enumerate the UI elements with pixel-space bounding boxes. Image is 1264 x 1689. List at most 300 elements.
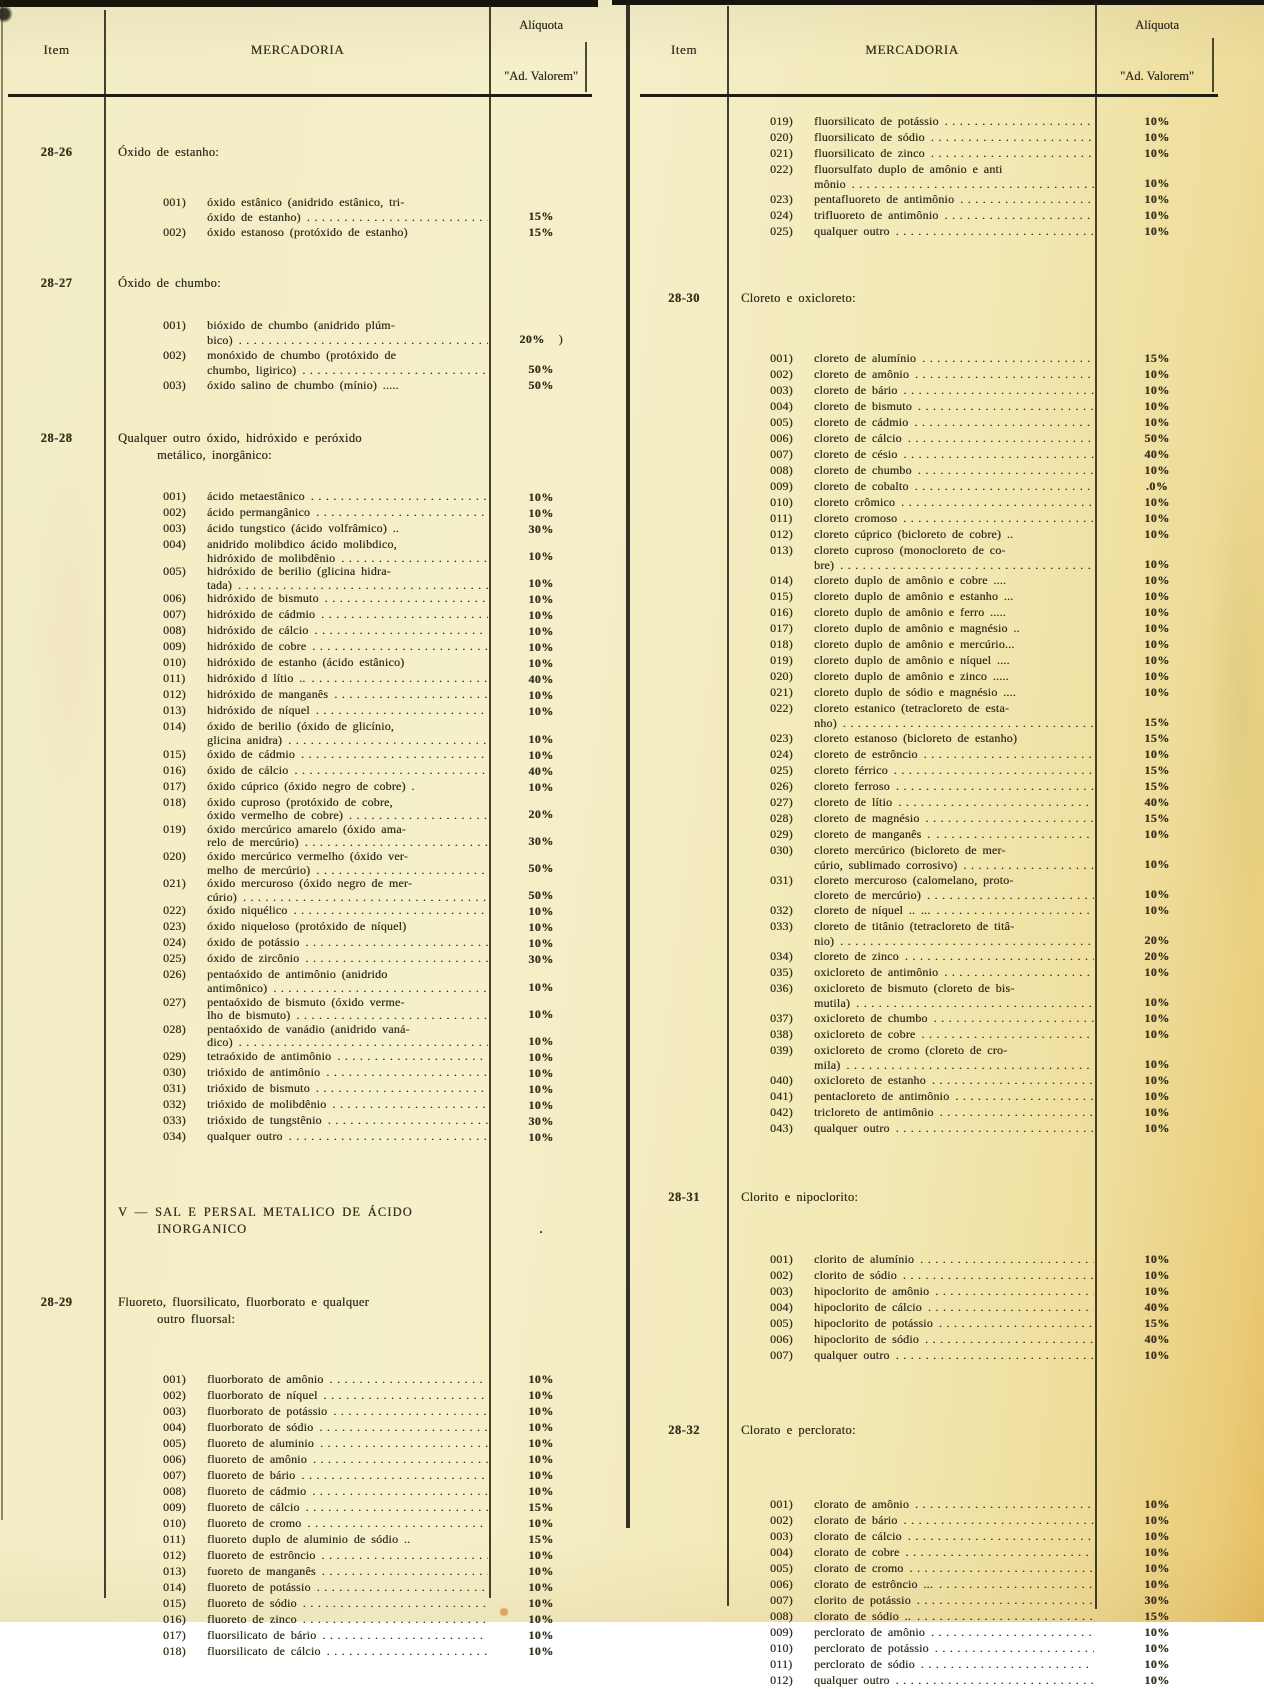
entry-text: clorato de amônio: [814, 1497, 910, 1511]
leader-dots: [898, 795, 1094, 810]
rate-value: 10%: [528, 576, 554, 591]
entry-code: 009): [163, 1499, 186, 1514]
entry-item-spacer: [640, 543, 728, 573]
entry-line: [728, 383, 1096, 398]
entry-code: 011): [163, 1531, 186, 1546]
entry-item-spacer: [640, 827, 728, 843]
entry-item-spacer: [640, 1497, 728, 1513]
entry-line: [105, 864, 490, 878]
leader-dots: [963, 858, 1094, 873]
column-header-mercadoria: MERCADORIA: [250, 42, 345, 57]
rate-value: 50%: [528, 378, 554, 392]
rate-value: 10%: [1144, 887, 1170, 901]
leader-dots: [922, 351, 1094, 366]
entry-description-cell: [728, 208, 1096, 224]
rate-value: 50%: [1144, 431, 1170, 445]
rate-cell: [490, 506, 592, 522]
entry-text: oxicloreto de antimônio: [814, 965, 939, 979]
entry-item-spacer: [8, 624, 105, 640]
entry-row: [640, 1529, 1218, 1545]
entry-row: [640, 1641, 1218, 1657]
entry-line: [728, 843, 1096, 858]
entry-text: cloreto de bismuto: [814, 399, 912, 413]
entry-text: fluoreto de amônio: [207, 1451, 307, 1466]
leader-dots: [306, 1500, 488, 1515]
rate-cell: [1096, 1609, 1218, 1625]
entry-description-cell: [728, 919, 1096, 949]
aliquota-label-line1: Alíquota: [519, 18, 563, 32]
entry-line: [105, 522, 490, 536]
entry-description-cell: [728, 146, 1096, 162]
entry-text: hidróxido de cobre: [207, 640, 307, 654]
leader-dots: [307, 210, 488, 225]
entry-line: [105, 672, 490, 686]
entry-description-cell: [728, 981, 1096, 1011]
entry-description-cell: [728, 1657, 1096, 1673]
entry-description-cell: [728, 1252, 1096, 1268]
entry-item-spacer: [640, 1561, 728, 1577]
rate-value: 10%: [528, 1419, 554, 1434]
entry-row: [8, 1388, 592, 1404]
entry-description-cell: [728, 965, 1096, 981]
entry-code: 018): [770, 637, 793, 651]
leader-dots: [936, 827, 1094, 842]
entry-row: [640, 130, 1218, 146]
leader-dots: [939, 1577, 1094, 1592]
rate-value: 10%: [1144, 1577, 1170, 1591]
leader-dots: [305, 952, 488, 966]
entry-code: 008): [770, 1609, 793, 1623]
entry-row: [8, 688, 592, 704]
entry-description-cell: [728, 1348, 1096, 1364]
section-title-line: Óxido de chumbo:: [118, 276, 221, 290]
left-page-edge-line: [1, 0, 3, 1520]
entry-item-spacer: [640, 130, 728, 146]
entry-row: [8, 952, 592, 968]
section-title-cell: [105, 275, 490, 292]
rate-value: 10%: [1144, 130, 1170, 144]
rate-value: 10%: [528, 1483, 554, 1498]
entry-line: [105, 904, 490, 918]
entry-text: perclorato de sódio: [814, 1657, 915, 1671]
rate-value: 30%: [528, 522, 554, 536]
entry-item-spacer: [640, 162, 728, 192]
entry-item-spacer: [640, 1011, 728, 1027]
entry-text: óxido de potássio: [207, 936, 300, 950]
entry-text: oxicloreto de estanho: [814, 1073, 926, 1087]
entry-item-spacer: [8, 1098, 105, 1114]
entry-line: [728, 1673, 1096, 1688]
entries-block: [640, 1252, 1218, 1364]
entry-item-spacer: [8, 348, 105, 378]
rate-value: 10%: [528, 1065, 554, 1080]
rate-cell: [490, 780, 592, 796]
entry-text: perclorato de potássio: [814, 1641, 929, 1655]
entry-description-cell: [728, 162, 1096, 192]
entry-text: pentaóxido de vanádio (anidrido vaná-: [207, 1022, 410, 1036]
rate-cell: [1096, 795, 1218, 811]
entry-code: 030): [163, 1065, 186, 1079]
leader-dots: [314, 624, 488, 638]
rate-cell: [490, 904, 592, 920]
entry-text: tetraóxido de antimônio: [207, 1049, 332, 1063]
entry-line: [728, 351, 1096, 366]
entry-row: [8, 1023, 592, 1050]
entry-line: [728, 573, 1096, 588]
entry-code: 023): [770, 192, 793, 206]
rate-cell: [1096, 1284, 1218, 1300]
entry-line: [105, 538, 490, 552]
entry-line: [728, 1657, 1096, 1672]
leader-dots: [288, 734, 488, 748]
entry-description-cell: [728, 415, 1096, 431]
entry-row: [8, 1644, 592, 1660]
entry-row: [8, 672, 592, 688]
entry-text: óxido mercúrico amarelo (óxido ama-: [207, 822, 406, 836]
entry-item-spacer: [640, 192, 728, 208]
entry-line: [728, 1316, 1096, 1331]
entry-code: 007): [770, 1348, 793, 1362]
aliquota-label-line1: Alíquota: [1135, 18, 1179, 32]
entry-code: 027): [770, 795, 793, 809]
entry-row: [640, 621, 1218, 637]
entry-description-cell: [728, 903, 1096, 919]
entry-row: [640, 919, 1218, 949]
entry-line: [728, 1332, 1096, 1347]
entry-row: [8, 1050, 592, 1066]
entry-item-spacer: [8, 672, 105, 688]
entry-line: [105, 688, 490, 702]
entry-text: hipoclorito de amônio: [814, 1284, 930, 1298]
item-code: 28-30: [668, 291, 700, 305]
entry-description-cell: [728, 383, 1096, 399]
section-title: [105, 430, 490, 464]
entry-code: 002): [770, 1513, 793, 1527]
entry-row: [640, 495, 1218, 511]
rate-value: 10%: [1144, 463, 1170, 477]
entry-text: cloreto duplo de amônio e mercúrio...: [814, 637, 1015, 651]
rate-value: 10%: [1144, 605, 1170, 619]
entry-code: 040): [770, 1073, 793, 1087]
entry-text: mônio: [814, 177, 846, 191]
rate-value: 10%: [1144, 208, 1170, 222]
entry-text: fluorsilicato de bário: [207, 1627, 317, 1642]
entry-text: óxido salino de chumbo (mínio) .....: [207, 378, 399, 392]
rate-mark: .: [539, 1221, 543, 1236]
entry-line: [105, 624, 490, 638]
entry-description-cell: [105, 1098, 490, 1114]
entry-code: 002): [163, 506, 186, 519]
rate-value: 10%: [1144, 1252, 1170, 1266]
entry-description-cell: [728, 114, 1096, 130]
rate-cell: [1096, 919, 1218, 949]
entry-item-spacer: [640, 1043, 728, 1073]
tariff-section: [640, 290, 1218, 1137]
rate-cell: [490, 318, 592, 348]
entry-text: cloreto duplo de amônio e níquel ....: [814, 653, 1010, 667]
entry-code: 008): [163, 1483, 186, 1498]
entry-line: [728, 495, 1096, 510]
entry-description-cell: [728, 1300, 1096, 1316]
entry-row: [8, 565, 592, 592]
entries-block: [8, 195, 592, 241]
section-title-cell: [728, 1422, 1096, 1439]
entry-text: mila): [814, 1058, 841, 1072]
leader-dots: [936, 903, 1094, 918]
entry-description-cell: [728, 447, 1096, 463]
rate-cell: [1096, 1043, 1218, 1073]
entry-line: [105, 780, 490, 794]
entry-description-cell: [105, 592, 490, 608]
entry-line: [728, 527, 1096, 542]
entry-text: óxido vermelho de cobre): [207, 809, 343, 823]
entry-line: [105, 1372, 490, 1387]
leader-dots: [322, 1548, 489, 1563]
entry-row: [8, 318, 592, 348]
entry-item-spacer: [8, 688, 105, 704]
entry-item-spacer: [8, 506, 105, 522]
rate-value: 10%: [1144, 415, 1170, 429]
entry-row: [640, 873, 1218, 903]
entry-code: 032): [163, 1097, 186, 1111]
leader-dots: [915, 1497, 1094, 1512]
rate-value: 10%: [1144, 1497, 1170, 1511]
leader-dots: [940, 1105, 1094, 1120]
leader-dots: [944, 965, 1094, 980]
entry-description-cell: [728, 1011, 1096, 1027]
rate-cell: [490, 1596, 592, 1612]
rate-cell: [1096, 479, 1218, 495]
rate-cell: [1096, 367, 1218, 383]
entry-code: 013): [770, 543, 793, 557]
entry-description-cell: [728, 351, 1096, 367]
entry-description-cell: [728, 873, 1096, 903]
entry-code: 001): [770, 351, 793, 365]
entry-description-cell: [105, 904, 490, 920]
entry-description-cell: [105, 720, 490, 747]
entry-text: óxido de cálcio: [207, 763, 289, 777]
rate-value: 40%: [528, 763, 554, 778]
entry-description-cell: [105, 688, 490, 704]
entry-row: [8, 1130, 592, 1146]
entry-row: [640, 1609, 1218, 1625]
rate-value: 30%: [528, 833, 554, 848]
leader-dots: [925, 1332, 1094, 1347]
entry-text: fluoreto de aluminio: [207, 1435, 314, 1450]
entry-text: cloreto de titânio (tetracloreto de titâ-: [814, 919, 1015, 933]
tariff-section: [640, 1189, 1218, 1364]
entry-code: 027): [163, 995, 186, 1009]
entry-code: 038): [770, 1027, 793, 1041]
entry-code: 019): [163, 822, 186, 836]
entry-line: [105, 1644, 490, 1659]
entry-description-cell: [105, 1500, 490, 1516]
entry-row: [640, 1316, 1218, 1332]
entry-item-spacer: [640, 415, 728, 431]
rate-cell: [490, 640, 592, 656]
rate-cell: [1096, 873, 1218, 903]
entry-row: [640, 1089, 1218, 1105]
entries-block: [640, 1497, 1218, 1689]
entry-description-cell: [105, 672, 490, 688]
section-heading-row: [8, 144, 592, 161]
entry-code: 007): [163, 608, 186, 622]
entry-description-cell: [728, 827, 1096, 843]
entry-row: [640, 965, 1218, 981]
rate-cell: [1096, 669, 1218, 685]
entry-description-cell: [728, 527, 1096, 543]
rate-value: 10%: [1144, 1545, 1170, 1559]
leader-dots: [910, 1561, 1095, 1576]
leader-dots: [927, 888, 1094, 903]
entry-text: clorato de cromo: [814, 1561, 904, 1575]
entry-code: 013): [163, 704, 186, 718]
rate-value: 10%: [528, 1563, 554, 1578]
entry-description-cell: [105, 1596, 490, 1612]
aliquota-label-line2: "Ad. Valorem": [1120, 69, 1194, 83]
entry-line: [728, 558, 1096, 573]
entry-text: anidrido molibdico ácido molibdico,: [207, 538, 397, 551]
entry-text: chumbo, ligirico): [207, 363, 297, 377]
entry-row: [640, 1121, 1218, 1137]
entry-line: [105, 1420, 490, 1435]
rate-value: 10%: [528, 936, 554, 951]
entry-text: fuoreto de manganês: [207, 1563, 316, 1578]
entry-row: [640, 399, 1218, 415]
entry-text: cloreto ferroso: [814, 779, 890, 793]
entry-text: hidróxido de bismuto: [207, 592, 319, 606]
entry-item-spacer: [640, 367, 728, 383]
entry-description-cell: [728, 573, 1096, 589]
tariff-section: [640, 114, 1218, 240]
entry-item-spacer: [640, 1027, 728, 1043]
entry-item-spacer: [640, 1121, 728, 1137]
entry-description-cell: [728, 1577, 1096, 1593]
entry-code: 012): [770, 527, 793, 541]
entry-row: [640, 415, 1218, 431]
entry-line: [728, 701, 1096, 716]
entry-text: óxido cuproso (protóxido de cobre,: [207, 795, 393, 809]
rate-value: 10%: [528, 1643, 554, 1658]
entry-description-cell: [728, 1593, 1096, 1609]
entry-row: [8, 225, 592, 241]
rate-cell: [490, 1628, 592, 1644]
entry-code: 018): [163, 795, 186, 809]
entry-item-spacer: [640, 527, 728, 543]
entry-description-cell: [728, 1121, 1096, 1137]
entry-item-spacer: [640, 383, 728, 399]
leader-dots: [273, 982, 488, 996]
rate-cell: [490, 1098, 592, 1114]
rate-cell: [490, 565, 592, 592]
aliquota-label-line2: "Ad. Valorem": [504, 69, 578, 83]
tariff-section: [8, 430, 592, 1146]
entry-description-cell: [105, 780, 490, 796]
leader-dots: [302, 363, 488, 378]
entry-description-cell: [728, 701, 1096, 731]
rate-value: 30%: [1144, 1593, 1170, 1607]
entry-description-cell: [728, 795, 1096, 811]
leader-dots: [316, 506, 488, 520]
entry-item-spacer: [8, 592, 105, 608]
entry-text: hidróxido de cálcio: [207, 624, 309, 638]
rate-value: 40%: [1144, 1300, 1170, 1314]
entry-description-cell: [105, 490, 490, 506]
rate-value: 10%: [1144, 1073, 1170, 1087]
entry-code: 023): [163, 920, 186, 934]
entry-code: 001): [770, 1497, 793, 1511]
entry-line: [105, 982, 490, 996]
rate-cell: [490, 1564, 592, 1580]
entry-item-spacer: [640, 653, 728, 669]
entry-code: 028): [163, 1022, 186, 1036]
entry-line: [105, 1612, 490, 1627]
entry-description-cell: [728, 463, 1096, 479]
entry-description-cell: [105, 1050, 490, 1066]
tariff-section: [8, 144, 592, 241]
entry-description-cell: [728, 1513, 1096, 1529]
rate-cell: [490, 1050, 592, 1066]
rate-value: 10%: [1144, 527, 1170, 541]
rate-cell: [1096, 653, 1218, 669]
entry-text: cloreto duplo de amônio e cobre ....: [814, 573, 1007, 587]
entry-line: [105, 656, 490, 670]
entry-item-spacer: [8, 968, 105, 995]
entry-text: óxido de zircônio: [207, 952, 300, 966]
entry-row: [8, 968, 592, 995]
entry-line: [105, 318, 490, 333]
rate-cell: [1096, 1332, 1218, 1348]
entry-text: bico): [207, 333, 233, 347]
entry-description-cell: [728, 495, 1096, 511]
rate-cell: [490, 1436, 592, 1452]
entry-row: [640, 162, 1218, 192]
rate-value: .0%: [1145, 479, 1169, 493]
item-code: 28-29: [40, 1294, 73, 1309]
right-table-body: [640, 0, 1218, 1689]
rate-cell: [490, 1548, 592, 1564]
entry-line: [105, 809, 490, 823]
entry-line: [728, 1561, 1096, 1576]
rate-value: 15%: [528, 1499, 554, 1514]
entry-code: 003): [163, 1403, 186, 1418]
rate-value: 10%: [1144, 1121, 1170, 1135]
entry-item-spacer: [8, 904, 105, 920]
leader-dots: [924, 747, 1094, 762]
entry-row: [8, 1612, 592, 1628]
entry-item-spacer: [8, 538, 105, 565]
rate-value: 10%: [1144, 146, 1170, 160]
section-title-line: INORGANICO: [157, 1221, 248, 1236]
entry-line: [728, 177, 1096, 192]
entry-text: qualquer outro: [814, 1121, 890, 1135]
entry-description-cell: [728, 843, 1096, 873]
rate-cell: [1096, 511, 1218, 527]
entry-code: 004): [163, 1419, 186, 1434]
entry-line: [105, 764, 490, 778]
entry-row: [640, 383, 1218, 399]
entry-line: [105, 552, 490, 566]
entry-item-spacer: [8, 1082, 105, 1098]
entry-line: [105, 1580, 490, 1595]
entry-row: [640, 1252, 1218, 1268]
entry-description-cell: [105, 704, 490, 720]
entry-text: nho): [814, 716, 837, 730]
leader-dots: [337, 1050, 488, 1064]
entry-row: [8, 1420, 592, 1436]
entry-row: [640, 605, 1218, 621]
entry-description-cell: [105, 748, 490, 764]
